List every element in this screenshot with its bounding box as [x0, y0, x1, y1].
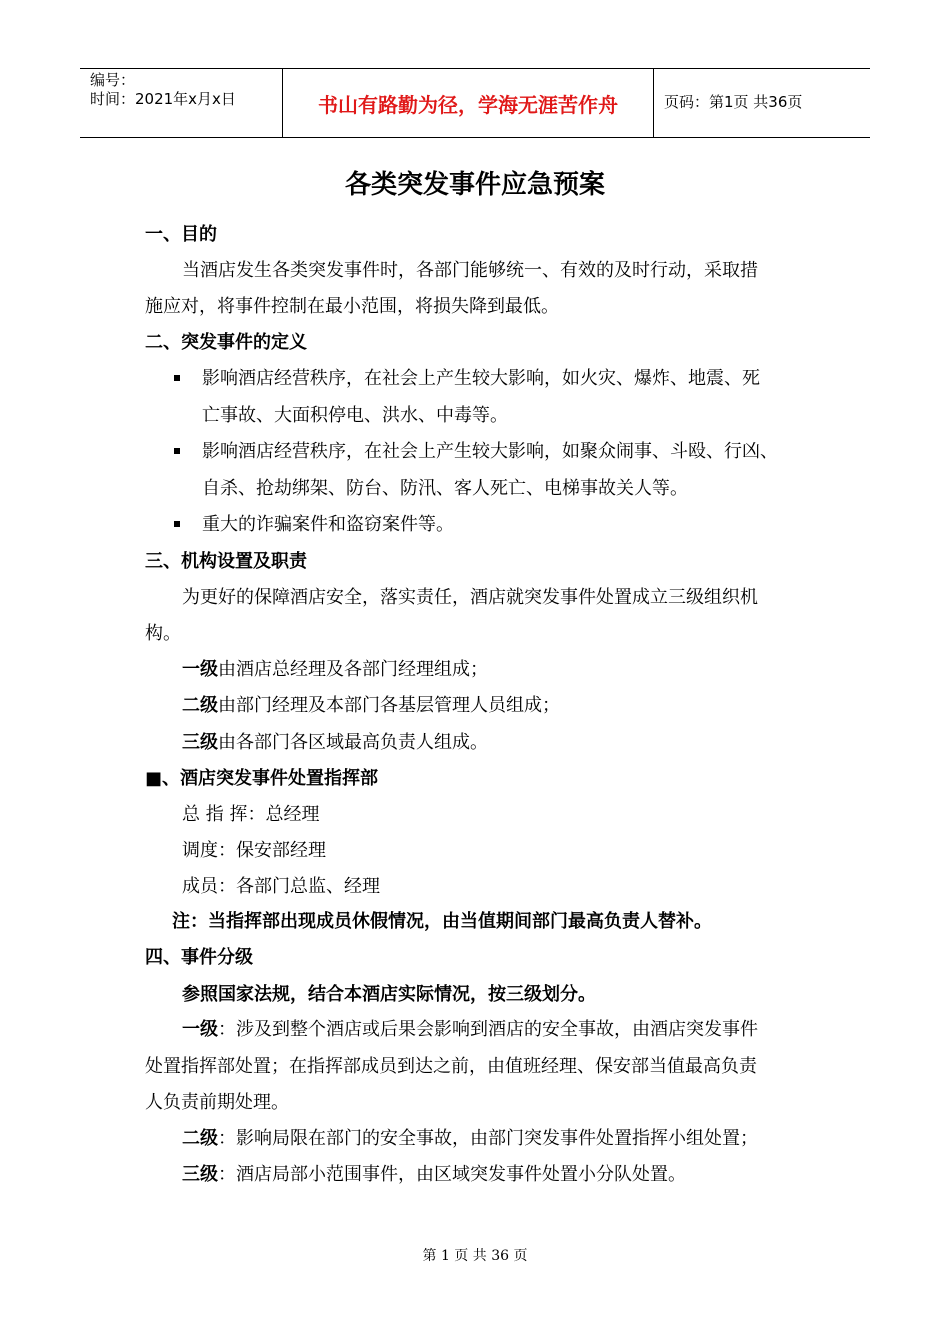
grade-1-line [182, 1018, 758, 1042]
bullet-line: 自杀、抢劫绑架、防台、防汛、客人死亡、电梯事故关人等。 [202, 478, 688, 499]
paragraph-line: 处置指挥部处置；在指挥部成员到达之前，由值班经理、保安部当值最高负责 [145, 1056, 757, 1077]
bullet-line: 重大的诈骗案件和盗窃案件等。 [202, 514, 454, 535]
section-heading-definition: 二、突发事件的定义 [145, 332, 307, 353]
command-dispatch: 调度：保安部经理 [182, 840, 326, 861]
bullet-marker [174, 521, 180, 527]
command-note: 注：当指挥部出现成员休假情况，由当值期间部门最高负责人替补。 [172, 911, 712, 932]
grade-text: ：酒店局部小范围事件，由区域突发事件处置小分队处置。 [218, 1164, 686, 1185]
motto: 书山有路勤为径，学海无涯苦作舟 [318, 93, 618, 117]
level-line-2 [182, 694, 560, 718]
paragraph-line: 人负责前期处理。 [145, 1092, 289, 1113]
page-footer: 第 1 页 共 36 页 [422, 1248, 528, 1264]
grade-text: ：影响局限在部门的安全事故，由部门突发事件处置指挥小组处置； [218, 1128, 758, 1149]
date-line: 时间：2021年x月x日 [90, 90, 236, 108]
bullet-marker [174, 375, 180, 381]
grade-text: ：涉及到整个酒店或后果会影响到酒店的安全事故，由酒店突发事件 [218, 1019, 758, 1040]
level-text: 由各部门各区域最高负责人组成。 [218, 732, 488, 753]
level-label: 三级 [182, 732, 218, 753]
grade-2-line [182, 1127, 758, 1151]
level-label: 二级 [182, 695, 218, 716]
header-mid-cell [283, 69, 654, 137]
paragraph-line: 构。 [145, 623, 181, 644]
bullet-line: 影响酒店经营秩序，在社会上产生较大影响，如聚众闹事、斗殴、行凶、 [202, 441, 778, 462]
paragraph-line: 为更好的保障酒店安全，落实责任，酒店就突发事件处置成立三级组织机 [182, 587, 758, 608]
header-left-cell [80, 69, 283, 137]
grade-3-line [182, 1163, 686, 1187]
bullet-marker [174, 448, 180, 454]
grade-label: 三级 [182, 1164, 218, 1185]
header-right-cell [654, 69, 870, 137]
command-chief: 总 指 挥：总经理 [182, 804, 320, 825]
section-heading-organization: 三、机构设置及职责 [145, 551, 307, 572]
page-info: 页码：第1页 共36页 [664, 93, 803, 111]
serial-label: 编号： [90, 71, 136, 89]
level-line-3 [182, 731, 488, 755]
document-header [80, 68, 870, 138]
level-line-1 [182, 658, 488, 682]
paragraph-line: 施应对，将事件控制在最小范围，将损失降到最低。 [145, 296, 559, 317]
page-title: 各类突发事件应急预案 [344, 170, 605, 200]
command-members: 成员：各部门总监、经理 [182, 876, 380, 897]
grade-label: 一级 [182, 1019, 218, 1040]
level-label: 一级 [182, 659, 218, 680]
section-heading-purpose: 一、目的 [145, 224, 217, 245]
level-text: 由部门经理及本部门各基层管理人员组成； [218, 695, 560, 716]
bullet-line: 亡事故、大面积停电、洪水、中毒等。 [202, 405, 508, 426]
grading-intro: 参照国家法规，结合本酒店实际情况，按三级划分。 [182, 984, 596, 1005]
paragraph-line: 当酒店发生各类突发事件时，各部门能够统一、有效的及时行动，采取措 [182, 260, 758, 281]
level-text: 由酒店总经理及各部门经理组成； [218, 659, 488, 680]
bullet-line: 影响酒店经营秩序，在社会上产生较大影响，如火灾、爆炸、地震、死 [202, 368, 760, 389]
section-heading-command: ■、酒店突发事件处置指挥部 [145, 768, 379, 789]
section-heading-grading: 四、事件分级 [145, 947, 253, 968]
grade-label: 二级 [182, 1128, 218, 1149]
